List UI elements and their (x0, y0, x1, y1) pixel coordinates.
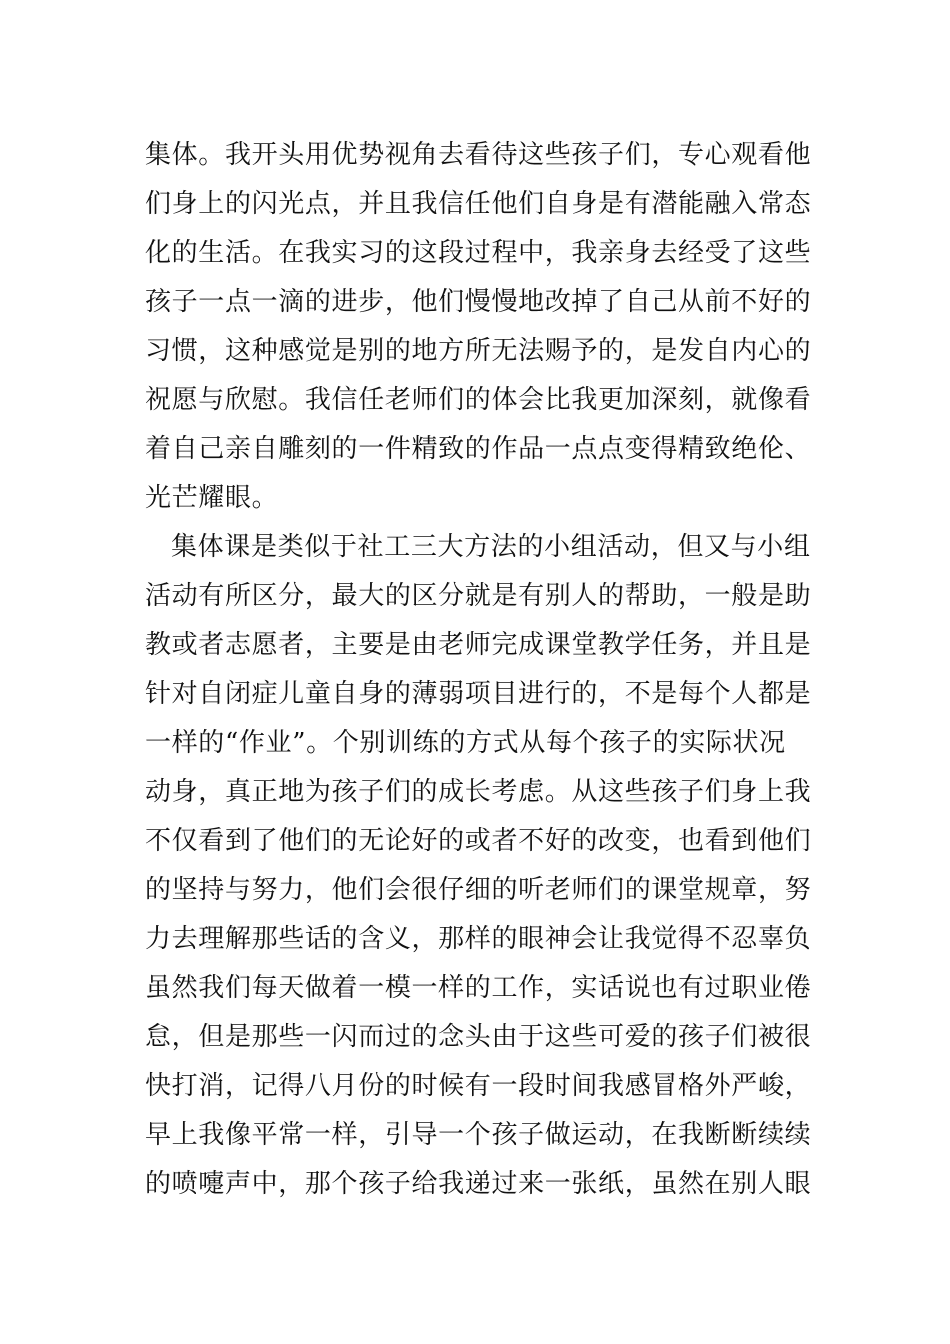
text-line: 早上我像平常一样，引导一个孩子做运动，在我断断续续 (145, 1120, 812, 1150)
text-line: 习惯，这种感觉是别的地方所无法赐予的，是发自内心的 (145, 336, 812, 366)
paragraph-start-line: 集体课是类似于社工三大方法的小组活动，但又与小组 (171, 532, 811, 562)
text-line: 的喷嚏声中，那个孩子给我递过来一张纸，虽然在别人眼 (145, 1169, 812, 1199)
text-line: 怠，但是那些一闪而过的念头由于这些可爱的孩子们被很 (145, 1022, 812, 1052)
text-line: 们身上的闪光点，并且我信任他们自身是有潜能融入常态 (145, 189, 812, 219)
text-line: 祝愿与欣慰。我信任老师们的体会比我更加深刻，就像看 (145, 385, 812, 415)
text-line: 孩子一点一滴的进步，他们慢慢地改掉了自己从前不好的 (145, 287, 812, 317)
text-line: 光芒耀眼。 (145, 483, 279, 513)
text-line: 针对自闭症儿童自身的薄弱项目进行的，不是每个人都是 (145, 679, 812, 709)
text-line: 一样的“作业”。个别训练的方式从每个孩子的实际状况 (145, 728, 786, 758)
text-line: 化的生活。在我实习的这段过程中，我亲身去经受了这些 (145, 238, 812, 268)
text-line: 快打消，记得八月份的时候有一段时间我感冒格外严峻， (145, 1071, 812, 1101)
text-line: 集体。我开头用优势视角去看待这些孩子们，专心观看他 (145, 140, 812, 170)
text-line: 活动有所区分，最大的区分就是有别人的帮助，一般是助 (145, 581, 812, 611)
body-text (145, 131, 815, 1209)
text-line: 的坚持与努力，他们会很仔细的听老师们的课堂规章，努 (145, 875, 812, 905)
text-line: 教或者志愿者，主要是由老师完成课堂教学任务，并且是 (145, 630, 812, 660)
text-line: 动身，真正地为孩子们的成长考虑。从这些孩子们身上我 (145, 777, 812, 807)
text-line: 虽然我们每天做着一模一样的工作，实话说也有过职业倦 (145, 973, 812, 1003)
text-line: 力去理解那些话的含义，那样的眼神会让我觉得不忍辜负 (145, 924, 812, 954)
text-line: 不仅看到了他们的无论好的或者不好的改变，也看到他们 (145, 826, 812, 856)
text-line: 着自己亲自雕刻的一件精致的作品一点点变得精致绝伦、 (145, 434, 812, 464)
